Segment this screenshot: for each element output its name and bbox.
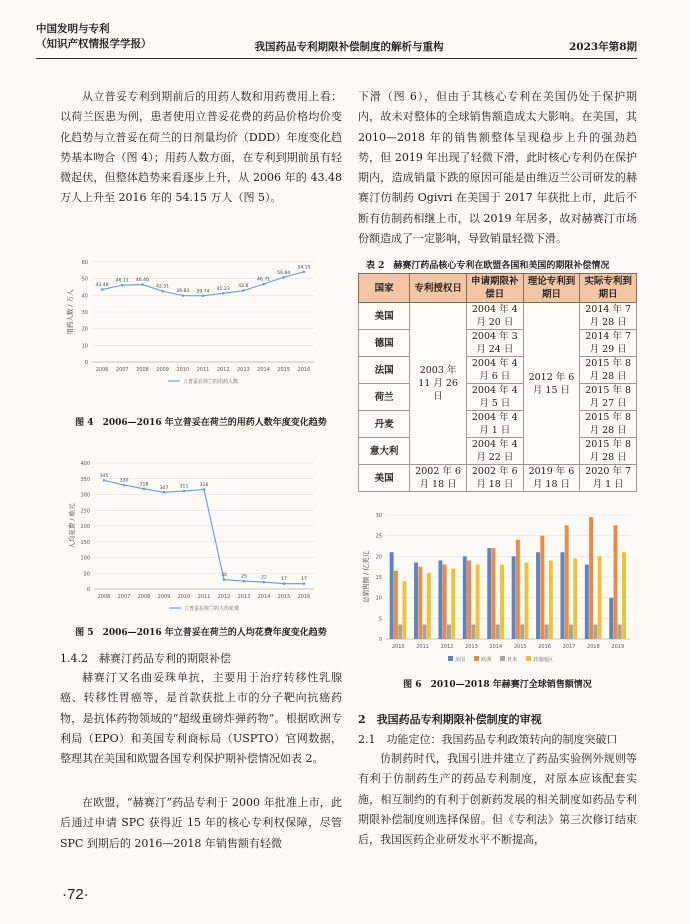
y-axis-title: 总销售额 / 亿美元: [362, 551, 370, 603]
cell-country: 意大利: [359, 438, 410, 465]
bar: [496, 625, 500, 639]
data-point: [103, 479, 106, 482]
bar: [438, 560, 442, 639]
data-label: 17: [301, 577, 307, 583]
y-tick-label: 250: [80, 508, 90, 515]
x-tick-label: 2016: [297, 594, 311, 600]
data-point: [282, 276, 285, 279]
data-point: [101, 288, 104, 291]
bar: [618, 625, 622, 639]
cell-shared-theory: 2012 年 6 月 15 日: [523, 303, 580, 465]
journal-name: [36, 22, 152, 52]
bar: [545, 625, 549, 639]
cell-apply: 2004 年 4 月 6 日: [466, 357, 523, 384]
bar: [569, 625, 573, 639]
x-tick-label: 2014: [489, 644, 503, 650]
col-apply-date: 申请期限补偿日: [466, 274, 523, 303]
bar: [402, 581, 406, 639]
data-label: 46.71: [256, 277, 271, 283]
bar: [516, 540, 520, 639]
figure-4-chart: [62, 254, 322, 404]
bar: [622, 552, 626, 639]
data-point: [202, 294, 205, 297]
page-number: ·72·: [62, 886, 89, 903]
table-header-row: [359, 274, 637, 303]
cell-actual: 2015 年 8 月 27 日: [580, 384, 637, 411]
section-2-1-heading: 2.1 功能定位：我国药品专利政策转向的制度突破口: [358, 733, 618, 746]
bar: [585, 565, 589, 639]
x-tick-label: 2006: [97, 594, 111, 600]
data-point: [163, 491, 166, 494]
y-axis-title: 人均花费 / 欧元: [68, 503, 76, 549]
legend-label: 立普妥在荷兰的用药人数: [183, 379, 239, 385]
data-label: 42.51: [156, 284, 170, 290]
data-label: 17: [281, 577, 287, 583]
x-tick-label: 2017: [562, 644, 576, 650]
col-theory-expiry: 理论专利到期日: [523, 274, 580, 303]
y-tick-label: 25: [375, 533, 382, 540]
cell-actual: 2014 年 7 月 29 日: [580, 330, 637, 357]
table-row: [359, 465, 637, 492]
cell-apply: 2004 年 4 月 22 日: [466, 438, 523, 465]
bar: [427, 573, 431, 639]
cell-actual: 2020 年 7 月 1 日: [580, 465, 637, 492]
col-actual-expiry: 实际专利到期日: [580, 274, 637, 303]
figure-5-caption: 图 5 2006—2016 年立普妥在荷兰的人均花费年度变化趋势: [75, 628, 327, 638]
y-tick-label: 200: [80, 524, 90, 530]
y-tick-label: 20: [81, 326, 88, 333]
bar: [589, 517, 593, 639]
figure-6-caption: 图 6 2010—2018 年赫赛汀全球销售额情况: [403, 680, 592, 690]
bar: [418, 567, 422, 639]
data-label: 54.15: [297, 265, 311, 271]
figure-4-caption: 图 4 2006—2016 年立普妥在荷兰的用药人数年度变化趋势: [75, 418, 327, 428]
data-point: [223, 578, 226, 581]
cell-apply: 2004 年 4 月 5 日: [466, 384, 523, 411]
left-paragraph-1: 从立普妥专利到期前后的用药人数和用药费用上看：以荷兰医患为例，患者使用立普妥花费的药品价格均价变化趋势与立普妥在荷兰的日剂量均价（DDD）年度变化趋势基本吻合（图 4）；用药人数方面，在专利到期前虽有轻微起伏，但整体趋势来看逐步上升，从 2006 年的 43.48 万人上升至 2016 年的 54.15 万人（图 5）。: [60, 90, 342, 205]
data-point: [263, 581, 266, 584]
legend-swatch: [500, 656, 505, 661]
table-row: [359, 303, 637, 330]
y-tick-label: 10: [375, 595, 382, 602]
bar: [593, 625, 597, 639]
data-point: [123, 484, 126, 487]
bar: [447, 625, 451, 639]
cell-apply: 2004 年 4 月 20 日: [466, 303, 523, 330]
bar: [512, 556, 516, 639]
x-tick-label: 2011: [197, 594, 211, 600]
x-tick-label: 2013: [236, 367, 250, 373]
y-axis-title: 用药人数 / 万人: [66, 289, 74, 335]
data-point: [283, 582, 286, 585]
table-row: [359, 330, 637, 357]
data-label: 39.83: [176, 289, 190, 295]
x-tick-label: 2008: [137, 594, 151, 600]
figure-6-chart: [358, 505, 637, 675]
section-2-heading: 2 我国药品专利期限补偿制度的审视: [358, 713, 542, 726]
legend-swatch: [474, 656, 479, 661]
cell-apply: 2004 年 4 月 1 日: [466, 411, 523, 438]
y-tick-label: 50: [81, 276, 88, 283]
x-tick-label: 2016: [297, 367, 311, 373]
data-point: [303, 270, 306, 273]
x-tick-label: 2018: [587, 644, 600, 650]
data-point: [243, 580, 246, 583]
table-row: [359, 411, 637, 438]
cell-actual: 2014 年 7 月 28 日: [580, 303, 637, 330]
bar: [524, 563, 528, 639]
bar: [573, 558, 577, 639]
x-tick-label: 2009: [156, 367, 170, 373]
x-tick-label: 2010: [176, 367, 190, 373]
data-point: [183, 490, 186, 493]
y-tick-label: 100: [80, 555, 90, 562]
cell-actual: 2015 年 8 月 28 日: [580, 438, 637, 465]
data-label: 311: [179, 484, 189, 490]
data-label: 46.11: [115, 278, 129, 284]
table-row: [359, 357, 637, 384]
bar: [609, 598, 613, 639]
x-tick-label: 2014: [257, 594, 271, 600]
legend-swatch: [526, 656, 531, 661]
cell-shared-grant: 2003 年 11 月 26 日: [410, 303, 467, 465]
x-tick-label: 2007: [115, 367, 129, 373]
y-tick-label: 0: [84, 360, 88, 366]
bar: [467, 560, 471, 639]
bar: [423, 625, 427, 639]
x-tick-label: 2016: [538, 644, 551, 650]
legend-label: 日本: [507, 657, 518, 663]
cell-country: 美国: [359, 303, 410, 330]
y-tick-label: 0: [378, 637, 382, 643]
bar: [463, 556, 467, 639]
x-tick-label: 2015: [277, 367, 291, 373]
data-point: [262, 283, 265, 286]
bar: [540, 536, 544, 639]
x-tick-label: 2007: [117, 594, 131, 600]
data-label: 43.48: [95, 283, 109, 289]
journal-title: 中国发明与专利: [36, 23, 110, 35]
y-tick-label: 60: [81, 260, 88, 266]
bar: [536, 552, 540, 639]
x-tick-label: 2015: [277, 594, 291, 600]
data-point: [143, 488, 146, 491]
data-label: 50.84: [277, 270, 291, 276]
y-tick-label: 0: [86, 587, 90, 593]
bar: [476, 565, 480, 639]
x-tick-label: 2011: [196, 367, 210, 373]
data-label: 318: [139, 482, 149, 488]
legend-label: 美国: [455, 657, 466, 663]
x-tick-label: 2019: [611, 644, 625, 650]
data-label: 46.46: [135, 278, 150, 284]
bar: [487, 548, 491, 639]
bar: [598, 556, 602, 639]
article-title: 我国药品专利期限补偿制度的解析与重构: [254, 41, 444, 53]
cell-country: 荷兰: [359, 384, 410, 411]
bar: [451, 569, 455, 639]
cell-theory: 2019 年 6 月 18 日: [523, 465, 580, 492]
x-tick-label: 2012: [217, 594, 231, 600]
y-tick-label: 350: [80, 476, 90, 483]
data-point: [203, 488, 206, 491]
table-2: [358, 273, 637, 492]
cell-country: 丹麦: [359, 411, 410, 438]
x-tick-label: 2013: [465, 644, 478, 650]
bar: [549, 560, 553, 639]
x-tick-label: 2015: [513, 644, 527, 650]
bar: [398, 625, 402, 639]
cell-actual: 2015 年 8 月 28 日: [580, 357, 637, 384]
right-paragraph-1: 下滑（图 6），但由于其核心专利在美国仍处于保护期内，故未对整体的全球销售额造成太大影响。在美国，其 2010—2018 年的销售额整体呈现稳步上升的强劲趋势，但 2019 年出现了轻微下滑，此时核心专利仍在保护期内，造成销量下跌的原因可能是由维迈兰公司研发的赫赛汀仿制药 Ogivri 在美国于 2017 年获批上市，此后不断有仿制药相继上市，以 2019 年居多，故对赫赛汀市场份额造成了一定影响，导致销量轻微下滑。: [358, 90, 637, 246]
header-rule: [36, 58, 637, 59]
table-row: [359, 438, 637, 465]
y-tick-label: 40: [81, 293, 88, 300]
series-line: [104, 480, 304, 583]
data-label: 316: [199, 482, 209, 488]
cell-grant: 2002 年 6 月 18 日: [410, 465, 467, 492]
cell-apply: 2002 年 6 月 18 日: [466, 465, 523, 492]
y-tick-label: 300: [80, 492, 90, 499]
figure-5-chart: [62, 455, 322, 620]
data-point: [242, 289, 245, 292]
x-tick-label: 2006: [95, 367, 109, 373]
x-tick-label: 2008: [136, 367, 149, 373]
data-point: [303, 582, 306, 585]
table-row: [359, 384, 637, 411]
bar: [471, 625, 475, 639]
section-1-4-2-heading: 1.4.2 赫赛汀药品专利的期限补偿: [60, 652, 231, 665]
cell-country: 美国: [359, 465, 410, 492]
y-tick-label: 50: [83, 571, 90, 578]
bar: [520, 625, 524, 639]
legend-label: 欧洲: [481, 657, 492, 663]
left-paragraph-2: 赫赛汀又名曲妥珠单抗，主要用于治疗转移性乳腺癌、转移性胃癌等，是首款获批上市的分子靶向抗癌药物，是抗体药物领域的“超级重磅炸弹药物”。根据欧洲专利局（EPO）和美国专利商标局（USPTO）官网数据，整理其在美国和欧盟各国专利保护期补偿情况如表 2。: [60, 671, 342, 766]
x-tick-label: 2011: [416, 644, 429, 650]
bar: [390, 552, 394, 639]
y-tick-label: 30: [81, 310, 88, 316]
x-tick-label: 2012: [440, 644, 454, 650]
table-2-title: 表 2 赫赛汀药品核心专利在欧盟各国和美国的期限补偿情况: [366, 261, 610, 271]
y-tick-label: 400: [80, 461, 90, 467]
right-paragraph-2: 仿制药时代，我国引进并建立了药品实验例外规则等有利于仿制药生产的药品专利制度，对原本应该配套实施，相互制约的有利于创新药发展的相关制度如药品专利期限补偿制度则选择保留。但《专利法》第三次修订结束后，我国医药企业研发水平不断提高，: [358, 752, 637, 847]
x-tick-label: 2009: [157, 594, 171, 600]
data-label: 22: [261, 575, 267, 581]
data-label: 330: [119, 478, 129, 484]
legend-swatch: [448, 656, 453, 661]
bar: [443, 565, 447, 639]
data-label: 307: [159, 485, 169, 491]
bar: [614, 525, 618, 639]
y-tick-label: 15: [375, 575, 382, 581]
data-label: 41.23: [216, 286, 230, 292]
data-label: 25: [241, 574, 247, 580]
data-label: 30: [221, 573, 227, 579]
data-point: [161, 290, 164, 293]
data-label: 42.8: [238, 284, 249, 290]
data-label: 39.74: [196, 289, 210, 295]
legend-label: 其他地区: [533, 657, 554, 663]
bar: [394, 571, 398, 639]
bar: [500, 565, 504, 639]
legend-label: 立普妥在荷兰的人均花费: [184, 606, 240, 612]
col-grant-date: 专利授权日: [410, 274, 467, 303]
data-point: [222, 292, 225, 295]
cell-country: 德国: [359, 330, 410, 357]
data-point: [121, 284, 124, 287]
x-tick-label: 2013: [237, 594, 251, 600]
bar: [560, 552, 564, 639]
data-point: [141, 283, 144, 286]
x-tick-label: 2014: [257, 367, 270, 373]
bar: [492, 548, 496, 639]
issue-number: 2023年第8期: [568, 41, 637, 53]
cell-country: 法国: [359, 357, 410, 384]
y-tick-label: 30: [375, 513, 382, 519]
x-tick-label: 2010: [177, 594, 191, 600]
x-tick-label: 2012: [216, 367, 230, 373]
journal-subtitle: （知识产权情报学学报）: [36, 38, 152, 50]
y-tick-label: 20: [375, 554, 382, 561]
x-tick-label: 2010: [391, 644, 405, 650]
cell-actual: 2015 年 8 月 28 日: [580, 411, 637, 438]
data-point: [182, 294, 185, 297]
col-country: 国家: [359, 274, 410, 303]
data-label: 345: [99, 473, 109, 479]
y-tick-label: 5: [378, 616, 382, 623]
bar: [565, 525, 569, 639]
y-tick-label: 150: [80, 539, 90, 546]
y-tick-label: 10: [81, 343, 88, 350]
left-paragraph-3: 在欧盟，“赫赛汀”药品专利于 2000 年批准上市，此后通过申请 SPC 获得近 15 年的核心专利权保障，尽管 SPC 到期后的 2016—2018 年销售额有轻微: [60, 796, 342, 850]
bar: [414, 563, 418, 639]
cell-apply: 2004 年 3 月 24 日: [466, 330, 523, 357]
